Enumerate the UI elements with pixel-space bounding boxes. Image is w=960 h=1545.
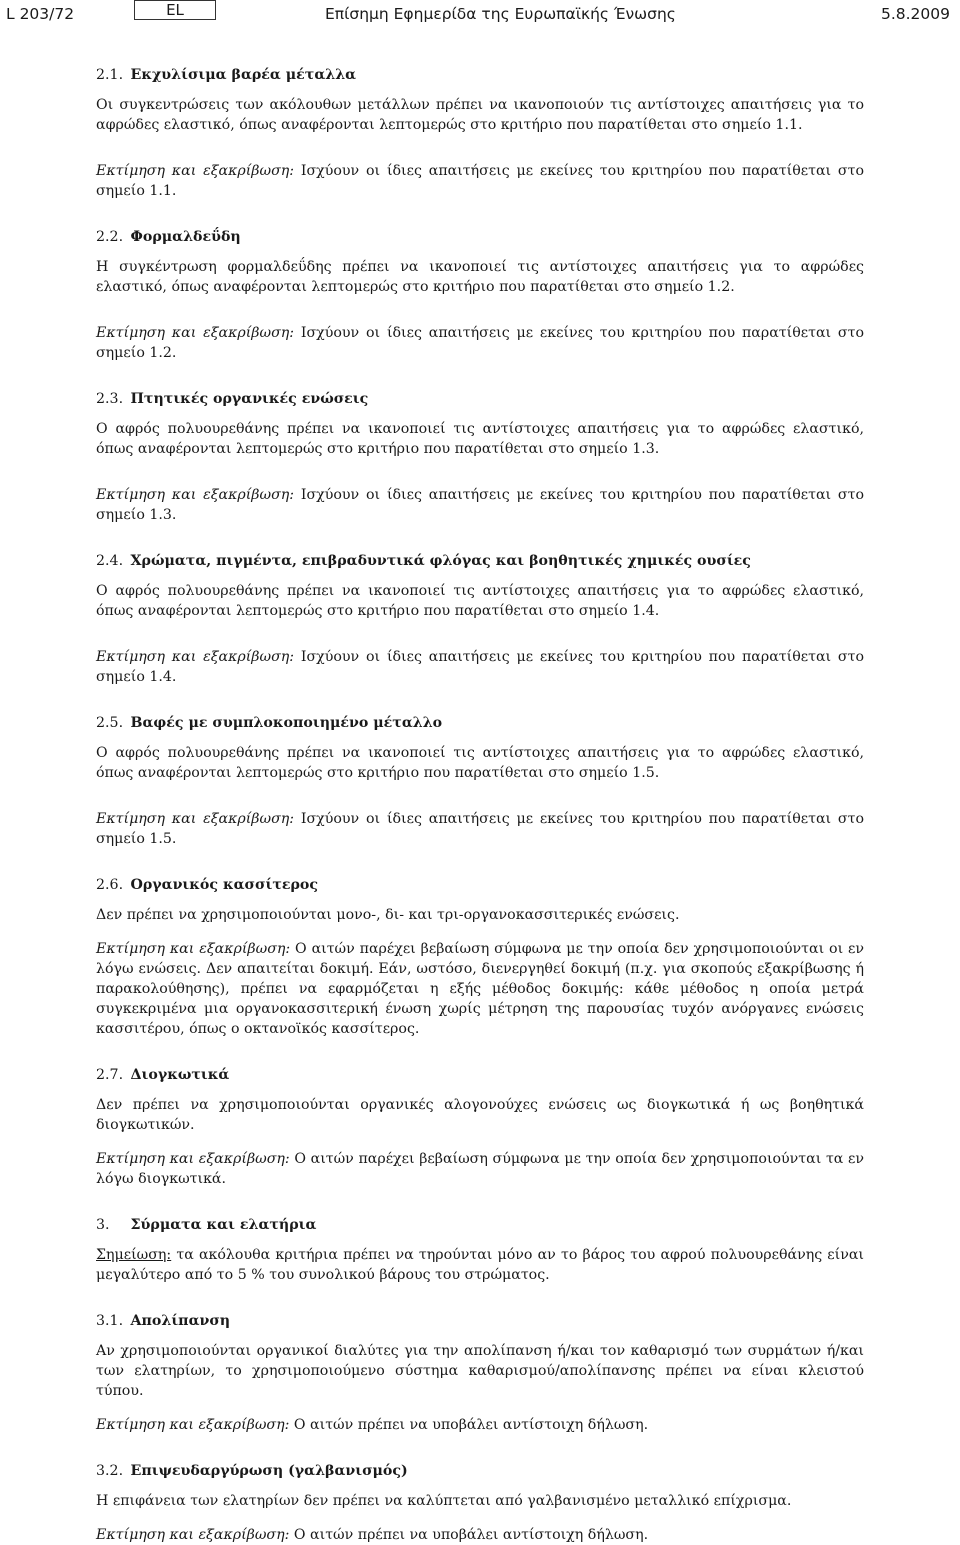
section-paragraph: Η επιφάνεια των ελατηρίων δεν πρέπει να καλύπτεται από γαλβανισμένο μεταλλικό επίχρισμα. [96, 1493, 792, 1509]
section-paragraph: Οι συγκεντρώσεις των ακόλουθων μετάλλων πρέπει να ικανοποιούν τις αντίστοιχες απαιτήσεις για το αφρώδες ελαστικό, όπως αναφέρονται λεπτομερώς στο κριτήριο που παρατίθεται στο σημείο 1.1. [96, 97, 864, 133]
section-paragraph: Ο αφρός πολυουρεθάνης πρέπει να ικανοποιεί τις αντίστοιχες απαιτήσεις για το αφρώδες ελαστικό, όπως αναφέρονται λεπτομερώς στο κριτήριο που παρατίθεται στο σημείο 1.5. [96, 745, 864, 781]
note-paragraph [96, 1245, 864, 1285]
section-title: Επιψευδαργύρωση (γαλβανισμός) [130, 1463, 408, 1479]
assessment-label: Εκτίμηση και εξακρίβωση: [96, 649, 295, 665]
assessment-text: Ισχύουν οι ίδιες απαιτήσεις με εκείνες του κριτηρίου που παρατίθεται στο σημείο 1.4. [96, 649, 864, 685]
assessment-paragraph [96, 1525, 864, 1545]
assessment-label: Εκτίμηση και εξακρίβωση: [96, 325, 295, 341]
section-number: 2.1. [96, 67, 124, 83]
assessment-label: Εκτίμηση και εξακρίβωση: [96, 811, 295, 827]
section-paragraph: Αν χρησιμοποιούνται οργανικοί διαλύτες για την απολίπανση ή/και τον καθαρισμό των συρμάτων ή/και των ελατηρίων, το χρησιμοποιούμενο σύστημα καθαρισμού/απολίπανσης πρέπει να είναι κλειστού τύπου. [96, 1343, 864, 1399]
assessment-text: Ο αιτών πρέπει να υποβάλει αντίστοιχη δήλωση. [289, 1527, 649, 1543]
assessment-label: Εκτίμηση και εξακρίβωση: [96, 1527, 290, 1543]
section-title: Σύρματα και ελατήρια [130, 1217, 317, 1233]
assessment-text: Ισχύουν οι ίδιες απαιτήσεις με εκείνες του κριτηρίου που παρατίθεται στο σημείο 1.1. [96, 163, 864, 199]
section-title: Πτητικές οργανικές ενώσεις [130, 391, 369, 407]
section-heading [96, 1215, 864, 1235]
note-label: Σημείωση: [96, 1247, 172, 1263]
assessment-paragraph [96, 485, 864, 525]
assessment-label: Εκτίμηση και εξακρίβωση: [96, 941, 291, 957]
section-title: Διογκωτικά [130, 1067, 230, 1083]
assessment-text: Ο αιτών παρέχει βεβαίωση σύμφωνα με την οποία δεν χρησιμοποιούνται οι εν λόγω ενώσεις. Δεν απαιτείται δοκιμή. Εάν, ωστόσο, διενεργηθεί δοκιμή (π.χ. για σκοπούς εξακρίβωσης ή παρακολούθησης), πρέπει να εφαρμόζεται η εξής μέθοδος δοκιμής: κάθε μέθοδος η οποία μετρά συγκεκριμένα μια οργανοκασσιτερική ένωση χωρίς μέτρηση της παρουσίας τυχόν ανόργανες ενώσεις κασσιτέρου, όπως ο οκτανοϊκός κασσίτερος. [96, 941, 864, 1037]
assessment-label: Εκτίμηση και εξακρίβωση: [96, 487, 295, 503]
assessment-text: Ο αιτών παρέχει βεβαίωση σύμφωνα με την οποία δεν χρησιμοποιούνται τα εν λόγω διογκωτικά. [96, 1151, 864, 1187]
section-title: Απολίπανση [130, 1313, 231, 1329]
assessment-paragraph [96, 1415, 864, 1435]
assessment-paragraph [96, 809, 864, 849]
document-body [96, 65, 864, 1545]
section-number: 2.4. [96, 553, 124, 569]
section-heading [96, 227, 864, 247]
assessment-paragraph [96, 323, 864, 363]
assessment-text: Ισχύουν οι ίδιες απαιτήσεις με εκείνες του κριτηρίου που παρατίθεται στο σημείο 1.3. [96, 487, 864, 523]
section-paragraph: Η συγκέντρωση φορμαλδεΰδης πρέπει να ικανοποιεί τις αντίστοιχες απαιτήσεις για το αφρώδες ελαστικό, όπως αναφέρονται λεπτομερώς στο κριτήριο που παρατίθεται στο σημείο 1.2. [96, 259, 864, 295]
section-heading [96, 65, 864, 85]
note-text: τα ακόλουθα κριτήρια πρέπει να τηρούνται μόνο αν το βάρος του αφρού πολυουρεθάνης είναι μεγαλύτερο από το 5 % του συνολικού βάρους του στρώματος. [96, 1247, 864, 1283]
section-heading [96, 1461, 864, 1481]
section-heading [96, 1065, 864, 1085]
section-paragraph: Ο αφρός πολυουρεθάνης πρέπει να ικανοποιεί τις αντίστοιχες απαιτήσεις για το αφρώδες ελαστικό, όπως αναφέρονται λεπτομερώς στο κριτήριο που παρατίθεται στο σημείο 1.4. [96, 583, 864, 619]
section-number: 2.5. [96, 715, 124, 731]
journal-title: Επίσημη Εφημερίδα της Ευρωπαϊκής Ένωσης [325, 5, 676, 23]
section-number: 2.3. [96, 391, 124, 407]
section-title: Οργανικός κασσίτερος [130, 877, 319, 893]
publication-date: 5.8.2009 [880, 5, 950, 23]
assessment-label: Εκτίμηση και εξακρίβωση: [96, 1151, 290, 1167]
section-heading [96, 389, 864, 409]
section-heading [96, 551, 864, 571]
language-badge: EL [134, 0, 216, 20]
page-header [0, 0, 960, 30]
section-title: Φορμαλδεΰδη [130, 229, 241, 245]
section-paragraph: Δεν πρέπει να χρησιμοποιούνται μονο-, δι- και τρι-οργανοκασσιτερικές ενώσεις. [96, 907, 680, 923]
section-number: 2.7. [96, 1067, 124, 1083]
section-number: 2.2. [96, 229, 124, 245]
assessment-label: Εκτίμηση και εξακρίβωση: [96, 1417, 290, 1433]
assessment-text: Ισχύουν οι ίδιες απαιτήσεις με εκείνες του κριτηρίου που παρατίθεται στο σημείο 1.5. [96, 811, 864, 847]
section-number: 3.2. [96, 1463, 124, 1479]
section-number: 3.1. [96, 1313, 124, 1329]
assessment-paragraph [96, 647, 864, 687]
section-heading [96, 875, 864, 895]
section-heading [96, 713, 864, 733]
section-paragraph: Ο αφρός πολυουρεθάνης πρέπει να ικανοποιεί τις αντίστοιχες απαιτήσεις για το αφρώδες ελαστικό, όπως αναφέρονται λεπτομερώς στο κριτήριο που παρατίθεται στο σημείο 1.3. [96, 421, 864, 457]
assessment-paragraph [96, 1149, 864, 1189]
assessment-paragraph [96, 161, 864, 201]
assessment-paragraph [96, 939, 864, 1039]
assessment-label: Εκτίμηση και εξακρίβωση: [96, 163, 295, 179]
section-paragraph: Δεν πρέπει να χρησιμοποιούνται οργανικές αλογονούχες ενώσεις ως διογκωτικά ή ως βοηθητικά διογκωτικών. [96, 1097, 864, 1133]
section-title: Βαφές με συμπλοκοποιημένο μέταλλο [130, 715, 443, 731]
section-title: Χρώματα, πιγμέντα, επιβραδυντικά φλόγας και βοηθητικές χημικές ουσίες [130, 553, 751, 569]
section-title: Εκχυλίσιμα βαρέα μέταλλα [130, 67, 357, 83]
assessment-text: Ισχύουν οι ίδιες απαιτήσεις με εκείνες του κριτηρίου που παρατίθεται στο σημείο 1.2. [96, 325, 864, 361]
section-number: 3. [96, 1217, 110, 1233]
assessment-text: Ο αιτών πρέπει να υποβάλει αντίστοιχη δήλωση. [289, 1417, 649, 1433]
section-number: 2.6. [96, 877, 124, 893]
section-heading [96, 1311, 864, 1331]
page-number: L 203/72 [6, 5, 75, 23]
